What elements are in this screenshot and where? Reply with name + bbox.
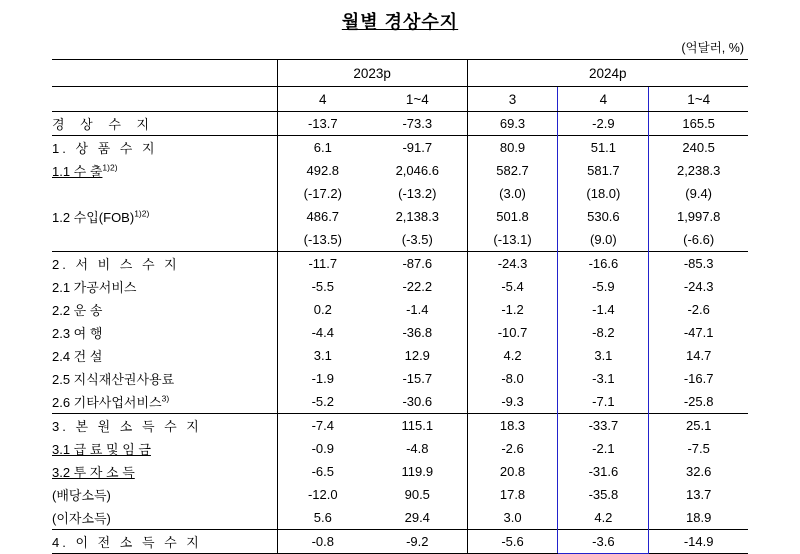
row-value: -30.6 [402, 394, 433, 409]
table-row [52, 414, 748, 438]
row-value: 14.7 [686, 348, 712, 363]
table-row [52, 483, 748, 506]
row-value: 25.1 [649, 414, 748, 438]
table-row [52, 390, 748, 414]
table-row [52, 136, 748, 160]
page-title: 월별 경상수지 [341, 12, 459, 32]
table-row [52, 205, 748, 228]
header-year-2024: 2024p [467, 60, 748, 87]
row-value: 69.3 [467, 112, 558, 136]
row-value: -24.3 [683, 279, 714, 294]
row-value: 3.1 [558, 344, 649, 367]
row-value: 119.9 [401, 464, 434, 479]
row-label: 경 상 수 지 [52, 117, 156, 132]
row-value: 486.7 [277, 205, 368, 228]
row-value: 0.2 [277, 298, 368, 321]
row-value: -2.1 [558, 437, 649, 460]
row-label [52, 460, 277, 483]
row-label-text: 1.2 수입(FOB) [52, 210, 135, 225]
row-value: -25.8 [683, 394, 714, 409]
row-value: 80.9 [467, 136, 558, 160]
row-value: -2.9 [558, 112, 649, 136]
row-value: 581.7 [558, 159, 649, 182]
row-value: -91.7 [368, 136, 467, 160]
table-row [52, 460, 748, 483]
row-value: 1,997.8 [676, 209, 721, 224]
row-value: 2,138.3 [395, 209, 439, 224]
row-label [52, 182, 277, 205]
table-row [52, 182, 748, 205]
header-blank-cell-2 [52, 87, 277, 112]
row-value: -8.2 [558, 321, 649, 344]
row-value: -0.8 [277, 530, 368, 554]
row-value: 4.2 [467, 344, 558, 367]
row-value: -2.6 [687, 302, 710, 317]
row-value: -85.3 [649, 252, 748, 276]
row-value: -13.7 [277, 112, 368, 136]
row-value: -0.9 [277, 437, 368, 460]
row-value: -16.7 [683, 371, 714, 386]
row-value: -6.5 [277, 460, 368, 483]
row-value: -87.6 [368, 252, 467, 276]
row-value: 12.9 [404, 348, 430, 363]
row-value: 90.5 [404, 487, 430, 502]
row-value: 492.8 [277, 159, 368, 182]
row-label-superscript: 1)2) [134, 208, 150, 219]
row-label-text: 3.2 투 자 소 득 [52, 465, 135, 480]
row-value: -1.4 [558, 298, 649, 321]
header-col-2: 3 [467, 87, 558, 112]
row-value: -33.7 [558, 414, 649, 438]
row-label: 2.2 운 송 [52, 303, 103, 318]
row-value: -7.5 [687, 441, 710, 456]
row-value: 165.5 [682, 116, 715, 131]
row-value: 18.3 [467, 414, 558, 438]
row-label: 2.5 지식재산권사용료 [52, 372, 175, 387]
row-value: -2.6 [467, 437, 558, 460]
row-label-text: 2.6 기타사업서비스 [52, 395, 162, 410]
row-value: -12.0 [277, 483, 368, 506]
table-row [52, 159, 748, 182]
row-value: -8.0 [467, 367, 558, 390]
header-year-2023: 2023p [277, 60, 467, 87]
row-value: (-6.6) [683, 232, 715, 247]
table-row [52, 321, 748, 344]
row-value: -9.3 [467, 390, 558, 414]
row-value: 2,046.6 [395, 163, 439, 178]
row-value: (9.4) [685, 186, 713, 201]
row-value: 3.0 [467, 506, 558, 530]
table-row [52, 252, 748, 276]
row-value: 5.6 [277, 506, 368, 530]
row-value: -73.3 [402, 116, 433, 131]
header-col-3: 4 [558, 87, 649, 112]
row-label [52, 437, 277, 460]
row-value: (9.0) [558, 228, 649, 252]
row-value: 13.7 [686, 487, 712, 502]
row-label [52, 390, 277, 414]
row-value: -5.2 [277, 390, 368, 414]
row-value: -31.6 [558, 460, 649, 483]
current-account-table [52, 59, 748, 554]
row-value: 18.9 [686, 510, 712, 525]
header-col-4: 1~4 [649, 87, 748, 112]
table-row [52, 228, 748, 252]
row-label: 2. 서 비 스 수 지 [52, 252, 277, 276]
row-label: 2.3 여 행 [52, 326, 103, 341]
row-value: (18.0) [558, 182, 649, 205]
row-value: (3.0) [467, 182, 558, 205]
table-header-years [52, 60, 748, 87]
row-value: 582.7 [467, 159, 558, 182]
row-value: -11.7 [277, 252, 368, 276]
row-label [52, 205, 277, 228]
row-label: 3. 본 원 소 득 수 지 [52, 414, 277, 438]
table-row [52, 437, 748, 460]
row-value: -5.9 [558, 275, 649, 298]
table-header-months [52, 87, 748, 112]
header-col-1: 1~4 [368, 87, 467, 112]
row-value: 501.8 [467, 205, 558, 228]
row-value: -36.8 [402, 325, 433, 340]
row-value: -15.7 [402, 371, 433, 386]
row-value: -47.1 [683, 325, 714, 340]
row-label-superscript: 3) [161, 393, 170, 404]
row-value: 6.1 [277, 136, 368, 160]
table-row [52, 344, 748, 367]
row-value: (-13.1) [467, 228, 558, 252]
row-value: -7.1 [558, 390, 649, 414]
row-label-text: 1.1 수 출 [52, 164, 103, 179]
row-value: -4.8 [406, 441, 429, 456]
row-value: (-13.5) [277, 228, 368, 252]
row-value: 530.6 [558, 205, 649, 228]
row-value: -5.4 [467, 275, 558, 298]
table-row [52, 298, 748, 321]
row-value: -10.7 [467, 321, 558, 344]
row-label: (배당소득) [52, 488, 111, 503]
row-value: 17.8 [467, 483, 558, 506]
row-label: 4. 이 전 소 득 수 지 [52, 530, 277, 554]
table-row [52, 530, 748, 554]
row-value: 4.2 [558, 506, 649, 530]
header-col-0: 4 [277, 87, 368, 112]
row-label: (이자소득) [52, 511, 111, 526]
row-value: -3.6 [558, 530, 649, 554]
row-value: (-13.2) [398, 186, 437, 201]
row-value: 240.5 [649, 136, 748, 160]
header-blank-cell [52, 60, 277, 87]
row-label: 2.4 건 설 [52, 349, 103, 364]
row-value: -1.2 [467, 298, 558, 321]
row-value: -1.4 [406, 302, 429, 317]
row-value: 115.1 [368, 414, 467, 438]
row-value: (-3.5) [401, 232, 433, 247]
table-row [52, 367, 748, 390]
row-value: -16.6 [558, 252, 649, 276]
row-value: 51.1 [558, 136, 649, 160]
row-value: -35.8 [558, 483, 649, 506]
row-value: 3.1 [277, 344, 368, 367]
row-value: 32.6 [686, 464, 712, 479]
row-value: -7.4 [277, 414, 368, 438]
row-value: -24.3 [467, 252, 558, 276]
row-value: -9.2 [368, 530, 467, 554]
row-label [52, 228, 277, 252]
row-label: 1. 상 품 수 지 [52, 136, 277, 160]
table-row [52, 112, 748, 136]
unit-note: (억달러, %) [681, 41, 744, 55]
row-value: -4.4 [277, 321, 368, 344]
table-row [52, 506, 748, 530]
row-label [52, 159, 277, 182]
row-value: 2,238.3 [676, 163, 721, 178]
row-label-text: 3.1 급 료 및 임 금 [52, 442, 151, 457]
row-value: -5.6 [467, 530, 558, 554]
row-value: (-17.2) [277, 182, 368, 205]
row-label: 2.1 가공서비스 [52, 280, 137, 295]
row-value: -22.2 [402, 279, 433, 294]
row-label-superscript: 1)2) [102, 162, 118, 173]
row-value: -1.9 [277, 367, 368, 390]
row-value: -14.9 [649, 530, 748, 554]
row-value: -5.5 [277, 275, 368, 298]
row-value: 20.8 [467, 460, 558, 483]
table-row [52, 275, 748, 298]
row-value: -3.1 [558, 367, 649, 390]
row-value: 29.4 [404, 510, 430, 525]
